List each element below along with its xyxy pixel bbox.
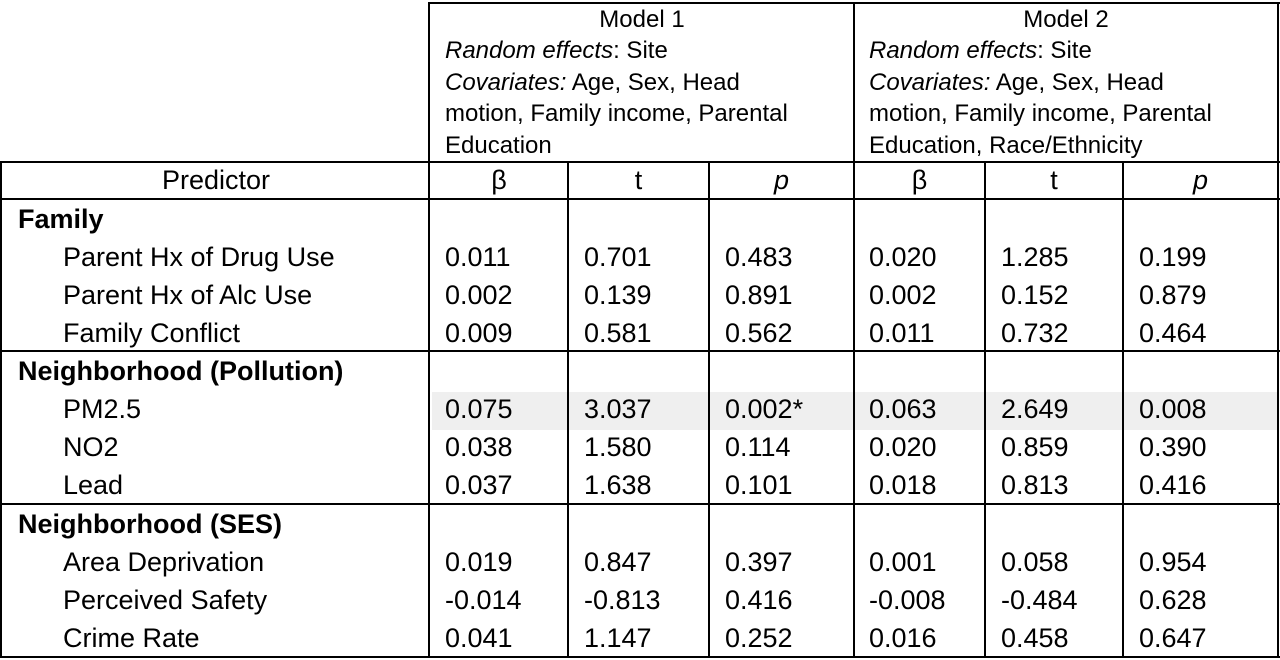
cell-p-m2: 0.199 xyxy=(1139,242,1207,272)
cell-beta-m1: 0.009 xyxy=(445,318,513,348)
model2-covariates-line3: Education, Race/Ethnicity xyxy=(869,132,1143,159)
cell-p-m2: 0.954 xyxy=(1139,547,1207,577)
cell-beta-m2: 0.063 xyxy=(869,394,937,424)
cell-p-m1: 0.252 xyxy=(725,623,793,653)
cell-beta-m2: 0.018 xyxy=(869,470,937,500)
cell-p-m2: 0.416 xyxy=(1139,470,1207,500)
col-header-t-m2: t xyxy=(1050,165,1058,195)
model2-covariates-line2: motion, Family income, Parental xyxy=(869,100,1212,127)
column-header-divider xyxy=(0,198,1280,200)
col-header-beta-m1: β xyxy=(491,165,507,195)
cell-p-m1: 0.397 xyxy=(725,547,793,577)
column-divider xyxy=(853,2,855,658)
cell-beta-m1: 0.075 xyxy=(445,394,513,424)
cell-p-m1: 0.416 xyxy=(725,585,793,615)
cell-p-m1: 0.562 xyxy=(725,318,793,348)
cell-p-m1: 0.002* xyxy=(725,394,804,424)
cell-t-m1: 0.847 xyxy=(584,547,652,577)
cell-beta-m2: 0.020 xyxy=(869,432,937,462)
cell-t-m1: 0.581 xyxy=(584,318,652,348)
predictor-label: Perceived Safety xyxy=(63,585,268,615)
table-border-left xyxy=(0,161,2,658)
model2-random-effects: Random effects: Site xyxy=(869,37,1092,64)
cell-p-m2: 0.464 xyxy=(1139,318,1207,348)
cell-t-m2: 0.813 xyxy=(1001,470,1069,500)
predictor-label: NO2 xyxy=(63,432,119,462)
model1-covariates-line1: Covariates: Age, Sex, Head xyxy=(445,69,740,96)
model1-title: Model 1 xyxy=(599,6,685,33)
cell-t-m2: -0.484 xyxy=(1001,585,1078,615)
column-divider xyxy=(984,161,986,658)
cell-p-m1: 0.891 xyxy=(725,280,793,310)
cell-t-m2: 0.859 xyxy=(1001,432,1069,462)
cell-t-m1: 3.037 xyxy=(584,394,652,424)
model1-random-effects: Random effects: Site xyxy=(445,37,668,64)
group-heading: Neighborhood (SES) xyxy=(18,509,282,539)
cell-beta-m2: 0.016 xyxy=(869,623,937,653)
predictor-label: Family Conflict xyxy=(63,318,241,348)
cell-t-m2: 0.152 xyxy=(1001,280,1069,310)
cell-beta-m1: 0.002 xyxy=(445,280,513,310)
col-header-t-m1: t xyxy=(634,165,643,195)
cell-t-m1: -0.813 xyxy=(584,585,661,615)
cell-p-m2: 0.628 xyxy=(1139,585,1207,615)
col-header-p-m2: p xyxy=(1192,165,1209,195)
cell-beta-m2: 0.011 xyxy=(869,318,935,348)
cell-beta-m1: -0.014 xyxy=(445,585,522,615)
cell-beta-m2: 0.002 xyxy=(869,280,937,310)
cell-beta-m1: 0.011 xyxy=(445,242,511,272)
group-heading: Neighborhood (Pollution) xyxy=(18,356,344,386)
table-border-bottom xyxy=(0,656,1280,658)
cell-beta-m2: -0.008 xyxy=(869,585,946,615)
group-heading: Family xyxy=(18,204,104,234)
model2-covariates-line1: Covariates: Age, Sex, Head xyxy=(869,69,1164,96)
header-divider xyxy=(0,161,1280,163)
table-border-right xyxy=(1277,2,1279,658)
cell-beta-m2: 0.020 xyxy=(869,242,937,272)
cell-p-m2: 0.008 xyxy=(1139,394,1207,424)
cell-p-m2: 0.647 xyxy=(1139,623,1207,653)
model2-title: Model 2 xyxy=(1023,6,1109,33)
col-header-p-m1: p xyxy=(773,165,790,195)
cell-p-m1: 0.114 xyxy=(725,432,791,462)
model1-covariates-line2: motion, Family income, Parental xyxy=(445,100,788,127)
cell-t-m2: 2.649 xyxy=(1001,394,1069,424)
cell-t-m1: 0.139 xyxy=(584,280,652,310)
cell-beta-m1: 0.038 xyxy=(445,432,513,462)
col-header-beta-m2: β xyxy=(911,165,928,195)
table-border-top xyxy=(430,2,1280,4)
cell-p-m2: 0.879 xyxy=(1139,280,1207,310)
cell-p-m2: 0.390 xyxy=(1139,432,1207,462)
predictor-label: Parent Hx of Drug Use xyxy=(63,242,335,272)
group-divider xyxy=(0,350,1280,352)
cell-t-m1: 1.638 xyxy=(584,470,652,500)
cell-t-m2: 0.732 xyxy=(1001,318,1069,348)
predictor-label: Crime Rate xyxy=(63,623,200,653)
predictor-label: Lead xyxy=(63,470,124,500)
column-divider xyxy=(567,161,569,658)
column-divider xyxy=(708,161,710,658)
cell-beta-m1: 0.037 xyxy=(445,470,513,500)
cell-t-m1: 1.147 xyxy=(584,623,652,653)
column-divider xyxy=(428,2,430,658)
group-divider xyxy=(0,503,1280,505)
column-divider xyxy=(1122,161,1124,658)
cell-beta-m1: 0.041 xyxy=(445,623,513,653)
cell-t-m2: 0.058 xyxy=(1001,547,1069,577)
cell-p-m1: 0.101 xyxy=(725,470,793,500)
cell-t-m1: 0.701 xyxy=(584,242,652,272)
cell-t-m2: 1.285 xyxy=(1001,242,1069,272)
cell-p-m1: 0.483 xyxy=(725,242,793,272)
cell-t-m2: 0.458 xyxy=(1001,623,1069,653)
col-header-predictor: Predictor xyxy=(161,165,271,195)
predictor-label: Area Deprivation xyxy=(63,547,265,577)
cell-beta-m1: 0.019 xyxy=(445,547,513,577)
cell-beta-m2: 0.001 xyxy=(869,547,937,577)
predictor-label: PM2.5 xyxy=(63,394,142,424)
predictor-label: Parent Hx of Alc Use xyxy=(63,280,313,310)
cell-t-m1: 1.580 xyxy=(584,432,652,462)
model1-covariates-line3: Education xyxy=(445,132,552,159)
